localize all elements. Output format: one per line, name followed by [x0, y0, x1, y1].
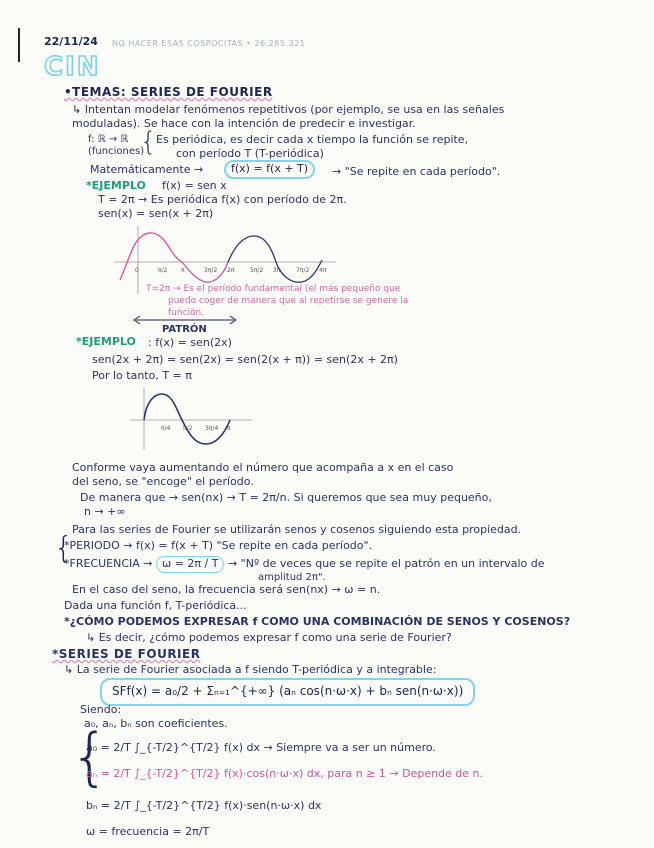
series-heading: *SERIES DE FOURIER: [52, 647, 201, 661]
mapping-label: (funciones): [88, 146, 145, 157]
tick-label: π/4: [161, 425, 171, 432]
sine2x-curve: [144, 394, 230, 444]
math-note: → "Se repite en cada período".: [332, 165, 501, 178]
tick-label: π: [227, 425, 231, 432]
bn-formula: bₙ = 2/T ∫_{-T/2}^{T/2} f(x)·sen(n·ω·x) dx: [86, 799, 322, 812]
pink-note-2: puedo coger de manera que al repetirse se genere la: [168, 296, 409, 306]
sine-pattern-pink: [120, 233, 182, 280]
coefficients-brace-icon: {: [70, 720, 110, 793]
tick-label: 2π: [227, 267, 235, 274]
coefficients-note: a₀, aₙ, bₙ son coeficientes.: [84, 717, 228, 730]
series-intro: ↳ La serie de Fourier asociada a f siendo T-periódica y a integrable:: [64, 663, 437, 676]
omega-definition: ω = frecuencia = 2π/T: [86, 825, 210, 838]
mapping-domain: f: ℝ → ℝ: [88, 134, 129, 145]
tick-label: π/2: [183, 425, 193, 432]
periodic-definition-2: con período T (T-periódica): [176, 147, 324, 160]
body-p3: De manera que → sen(nx) → T = 2π/n. Si queremos que sea muy pequeño,: [80, 491, 492, 504]
pink-note-3: función.: [168, 308, 205, 318]
example2-conclusion: Por lo tanto, T = π: [92, 369, 192, 382]
body-p7: Dada una función f, T-periódica...: [64, 599, 247, 612]
example2-label: *EJEMPLO: [76, 335, 136, 348]
margin-mark: [18, 28, 20, 62]
example1-identity: sen(x) = sen(x + 2π): [98, 207, 214, 220]
periodic-definition-1: Es periódica, es decir cada x tiempo la función se repite,: [156, 133, 469, 146]
topic-heading: •TEMAS: SERIES DE FOURIER: [64, 85, 273, 99]
properties-brace-icon: {: [54, 531, 74, 566]
frecuencia-amplitude: amplitud 2π".: [258, 572, 326, 583]
tick-label: π: [181, 267, 185, 274]
frecuencia-definition: *FRECUENCIA → ω = 2π / T → "Nº de veces que se repite el patrón en un intervalo de: [64, 556, 545, 573]
tick-label: 3π/4: [205, 425, 219, 432]
body-p2: del seno, se "encoge" el período.: [72, 475, 254, 488]
tick-label: 3π: [273, 267, 281, 274]
math-label: Matemáticamente →: [90, 163, 204, 176]
example2-identity: sen(2x + 2π) = sen(2x) = sen(2(x + π)) = sen(2x + 2π): [92, 353, 398, 366]
sine2x-graph: [126, 384, 256, 454]
subject-title: CIN: [44, 52, 101, 82]
note-date: 22/11/24: [44, 35, 98, 48]
tick-label: 0: [135, 267, 139, 274]
periodo-definition: *PERIODO → f(x) = f(x + T) "Se repite en cada período".: [64, 539, 373, 552]
body-p4: n → +∞: [84, 505, 126, 518]
faint-note: NO HACER ESAS COSPOCITAS • 26.285.321: [112, 39, 306, 48]
tick-label: π/2: [158, 267, 168, 274]
intro-line-2: moduladas). Se hace con la intención de predecir e investigar.: [72, 117, 416, 130]
example1-label: *EJEMPLO: [86, 179, 146, 192]
an-formula: aₙ = 2/T ∫_{-T/2}^{T/2} f(x)·cos(n·ω·x) dx, para n ≥ 1 → Depende de n.: [86, 767, 484, 780]
question-heading: *¿CÓMO PODEMOS EXPRESAR f COMO UNA COMBINACIÓN DE SENOS Y COSENOS?: [64, 615, 571, 628]
sine-repeat: [228, 236, 322, 282]
question-rephrase: ↳ Es decir, ¿cómo podemos expresar f como una serie de Fourier?: [86, 631, 452, 644]
sine2x-tick-labels: [161, 425, 231, 432]
sine-tick-labels: [135, 267, 327, 274]
brace-icon: {: [140, 127, 157, 157]
body-p5: Para las series de Fourier se utilizarán senos y cosenos siguiendo esta propiedad.: [72, 523, 522, 536]
pink-note-1: T=2π → Es el período fundamental (el más pequeño que: [146, 284, 401, 294]
a0-formula: a₀ = 2/T ∫_{-T/2}^{T/2} f(x) dx → Siempre va a ser un número.: [86, 741, 436, 754]
siendo-label: Siendo:: [80, 703, 122, 716]
pattern-label: PATRÓN: [162, 324, 207, 335]
example2-function: : f(x) = sen(2x): [148, 336, 232, 349]
example1-function: f(x) = sen x: [162, 179, 227, 192]
example1-period: T = 2π → Es periódica f(x) con período de 2π.: [98, 193, 347, 206]
body-p1: Conforme vaya aumentando el número que acompaña a x en el caso: [72, 461, 454, 474]
tick-label: 7π/2: [296, 267, 310, 274]
intro-line-1: ↳ Intentan modelar fenómenos repetitivos (por ejemplo, se usa en las señales: [72, 103, 505, 116]
math-formula-box: f(x) = f(x + T): [224, 160, 315, 179]
tick-label: 3π/2: [204, 267, 218, 274]
body-p6: En el caso del seno, la frecuencia será sen(nx) → ω = n.: [72, 583, 381, 596]
series-formula-box: SFf(x) = a₀/2 + Σₙ₌₁^{+∞} (aₙ cos(n·ω·x) + bₙ sen(n·ω·x)): [100, 678, 475, 706]
tick-label: 5π/2: [250, 267, 264, 274]
tick-label: 4π: [319, 267, 327, 274]
